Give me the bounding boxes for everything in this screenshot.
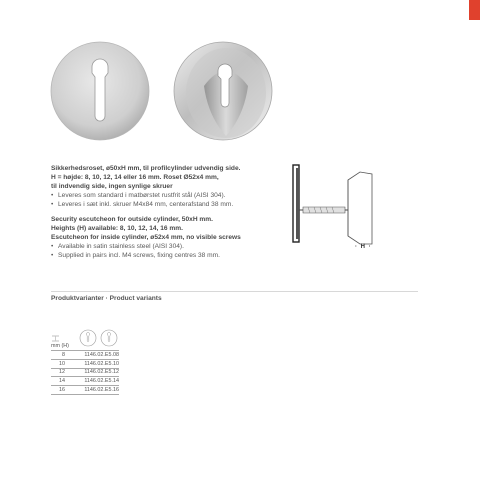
row-height: 14 — [59, 378, 65, 385]
spec-title-en-line-2: Heights (H) available: 8, 10, 12, 14, 16 mm. — [51, 225, 183, 232]
flat-escutcheon-image — [51, 42, 149, 140]
row-code: 1146.02.E5.16 — [84, 387, 119, 394]
dimension-icon — [51, 335, 60, 342]
table-row — [51, 351, 119, 360]
height-dimension-value: H — [360, 244, 367, 250]
table-row — [51, 360, 119, 369]
spec-bullets-da — [51, 191, 286, 209]
spec-bullet-da-1: • Leveres som standard i matbørstet rustfrit stål (AISI 304). — [58, 191, 286, 200]
row-height: 10 — [59, 360, 65, 367]
row-code: 1146.02.E5.12 — [84, 369, 119, 376]
row-code: 1146.02.E5.14 — [84, 378, 119, 385]
escutcheon-icons — [79, 329, 119, 347]
spec-title-en-line-3: Escutcheon for inside cylinder, ø52x4 mm, no visible screws — [51, 234, 241, 241]
spec-title-da-line-2: H = højde: 8, 10, 12, 14 eller 16 mm. Roset Ø52x4 mm, — [51, 174, 219, 181]
side-view-drawing — [288, 160, 388, 252]
variants-title: Produktvarianter · Product variants — [51, 295, 162, 302]
spec-title-en-line-1: Security escutcheon for outside cylinder, 50xH mm. — [51, 216, 213, 223]
section-divider — [51, 291, 418, 292]
height-dimension-label: · H · — [355, 244, 372, 250]
spec-title-da-line-1: Sikkerhedsroset, ø50xH mm, til profilcylinder udvendig side. — [51, 165, 241, 172]
row-height: 16 — [59, 387, 65, 394]
column-header-images — [73, 329, 119, 349]
column-header-height — [51, 335, 73, 349]
row-height: 8 — [62, 351, 65, 358]
variants-table — [51, 325, 119, 395]
table-row — [51, 369, 119, 378]
table-row — [51, 386, 119, 395]
product-images — [0, 0, 480, 160]
spec-bullet-en-2: • Supplied in pairs incl. M4 screws, fixing centres 38 mm. — [58, 251, 286, 260]
variants-table-header — [51, 325, 119, 351]
row-height: 12 — [59, 369, 65, 376]
spec-title-da-line-3: til indvendig side, ingen synlige skruer — [51, 183, 173, 190]
raised-escutcheon-image — [174, 42, 272, 140]
row-code: 1146.02.E5.08 — [84, 351, 119, 358]
row-code: 1146.02.E5.10 — [84, 360, 119, 367]
spec-bullet-da-2: • Leveres i sæt inkl. skruer M4x84 mm, centerafstand 38 mm. — [58, 200, 286, 209]
specification-block — [51, 164, 286, 260]
table-row — [51, 377, 119, 386]
spec-bullets-en — [51, 242, 286, 260]
column-header-label: mm (H) — [51, 343, 69, 349]
spec-bullet-en-1: • Available in satin stainless steel (AISI 304). — [58, 242, 286, 251]
